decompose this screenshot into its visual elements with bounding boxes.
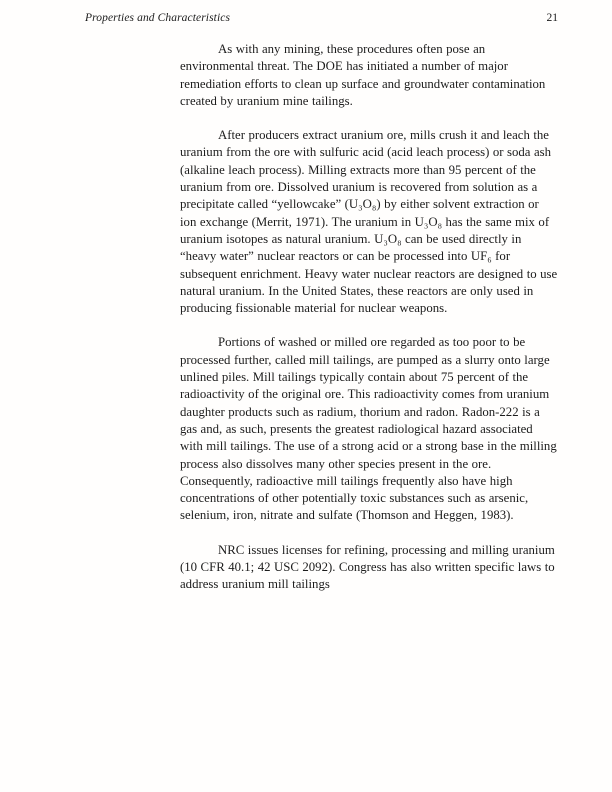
paragraph-mining-environmental-threat: As with any mining, these procedures often pose an environmental threat. The DOE has initiated a number of major remediation efforts to clean up surface and groundwater contamination created by uranium mine tailings. [180, 42, 546, 108]
running-header [85, 12, 558, 24]
paragraph-mill-tailings-radioactivity: Portions of washed or milled ore regarded as too poor to be processed further, called mill tailings, are pumped as a slurry onto large unlined piles. Mill tailings typically contain about 75 percent of the radioactivity of the original ore. This radioactivity comes from uranium daughter products such as radium, thorium and radon. Radon-222 is a gas and, as such, presents the greatest radiological hazard associated with mill tailings. The use of a strong acid or a strong base in the milling process also dissolves many other species present in the ore. Consequently, radioactive mill tailings frequently also have high concentrations of other potentially toxic substances such as arsenic, selenium, iron, nitrate and sulfate (Thomson and Heggen, 1983). [180, 335, 557, 523]
paragraph-nrc-licenses: NRC issues licenses for refining, processing and milling uranium (10 CFR 40.1; 42 USC 2092). Congress has also written specific laws to address uranium mill tailings [180, 542, 555, 592]
running-header-title: Properties and Characteristics [85, 12, 231, 24]
paragraph-milling-yellowcake: After producers extract uranium ore, mills crush it and leach the uranium from the ore with sulfuric acid (acid leach process) or soda ash (alkaline leach process). Milling extracts more than 95 percent of the uranium from ore. Dissolved uranium is recovered from solution as a precipitate called “yellowcake” (U₃O₈) by either solvent extraction or ion exchange (Merrit, 1971). The uranium in U₃O₈ has the same mix of uranium isotopes as natural uranium. U₃O₈ can be used directly in “heavy water” nuclear reactors or can be processed into UF₆ for subsequent enrichment. Heavy water nuclear reactors are designed to use natural uranium. In the United States, these reactors are only used in producing fissionable material for nuclear weapons. [180, 128, 558, 316]
page-number: 21 [546, 12, 558, 24]
page-body [180, 41, 558, 611]
